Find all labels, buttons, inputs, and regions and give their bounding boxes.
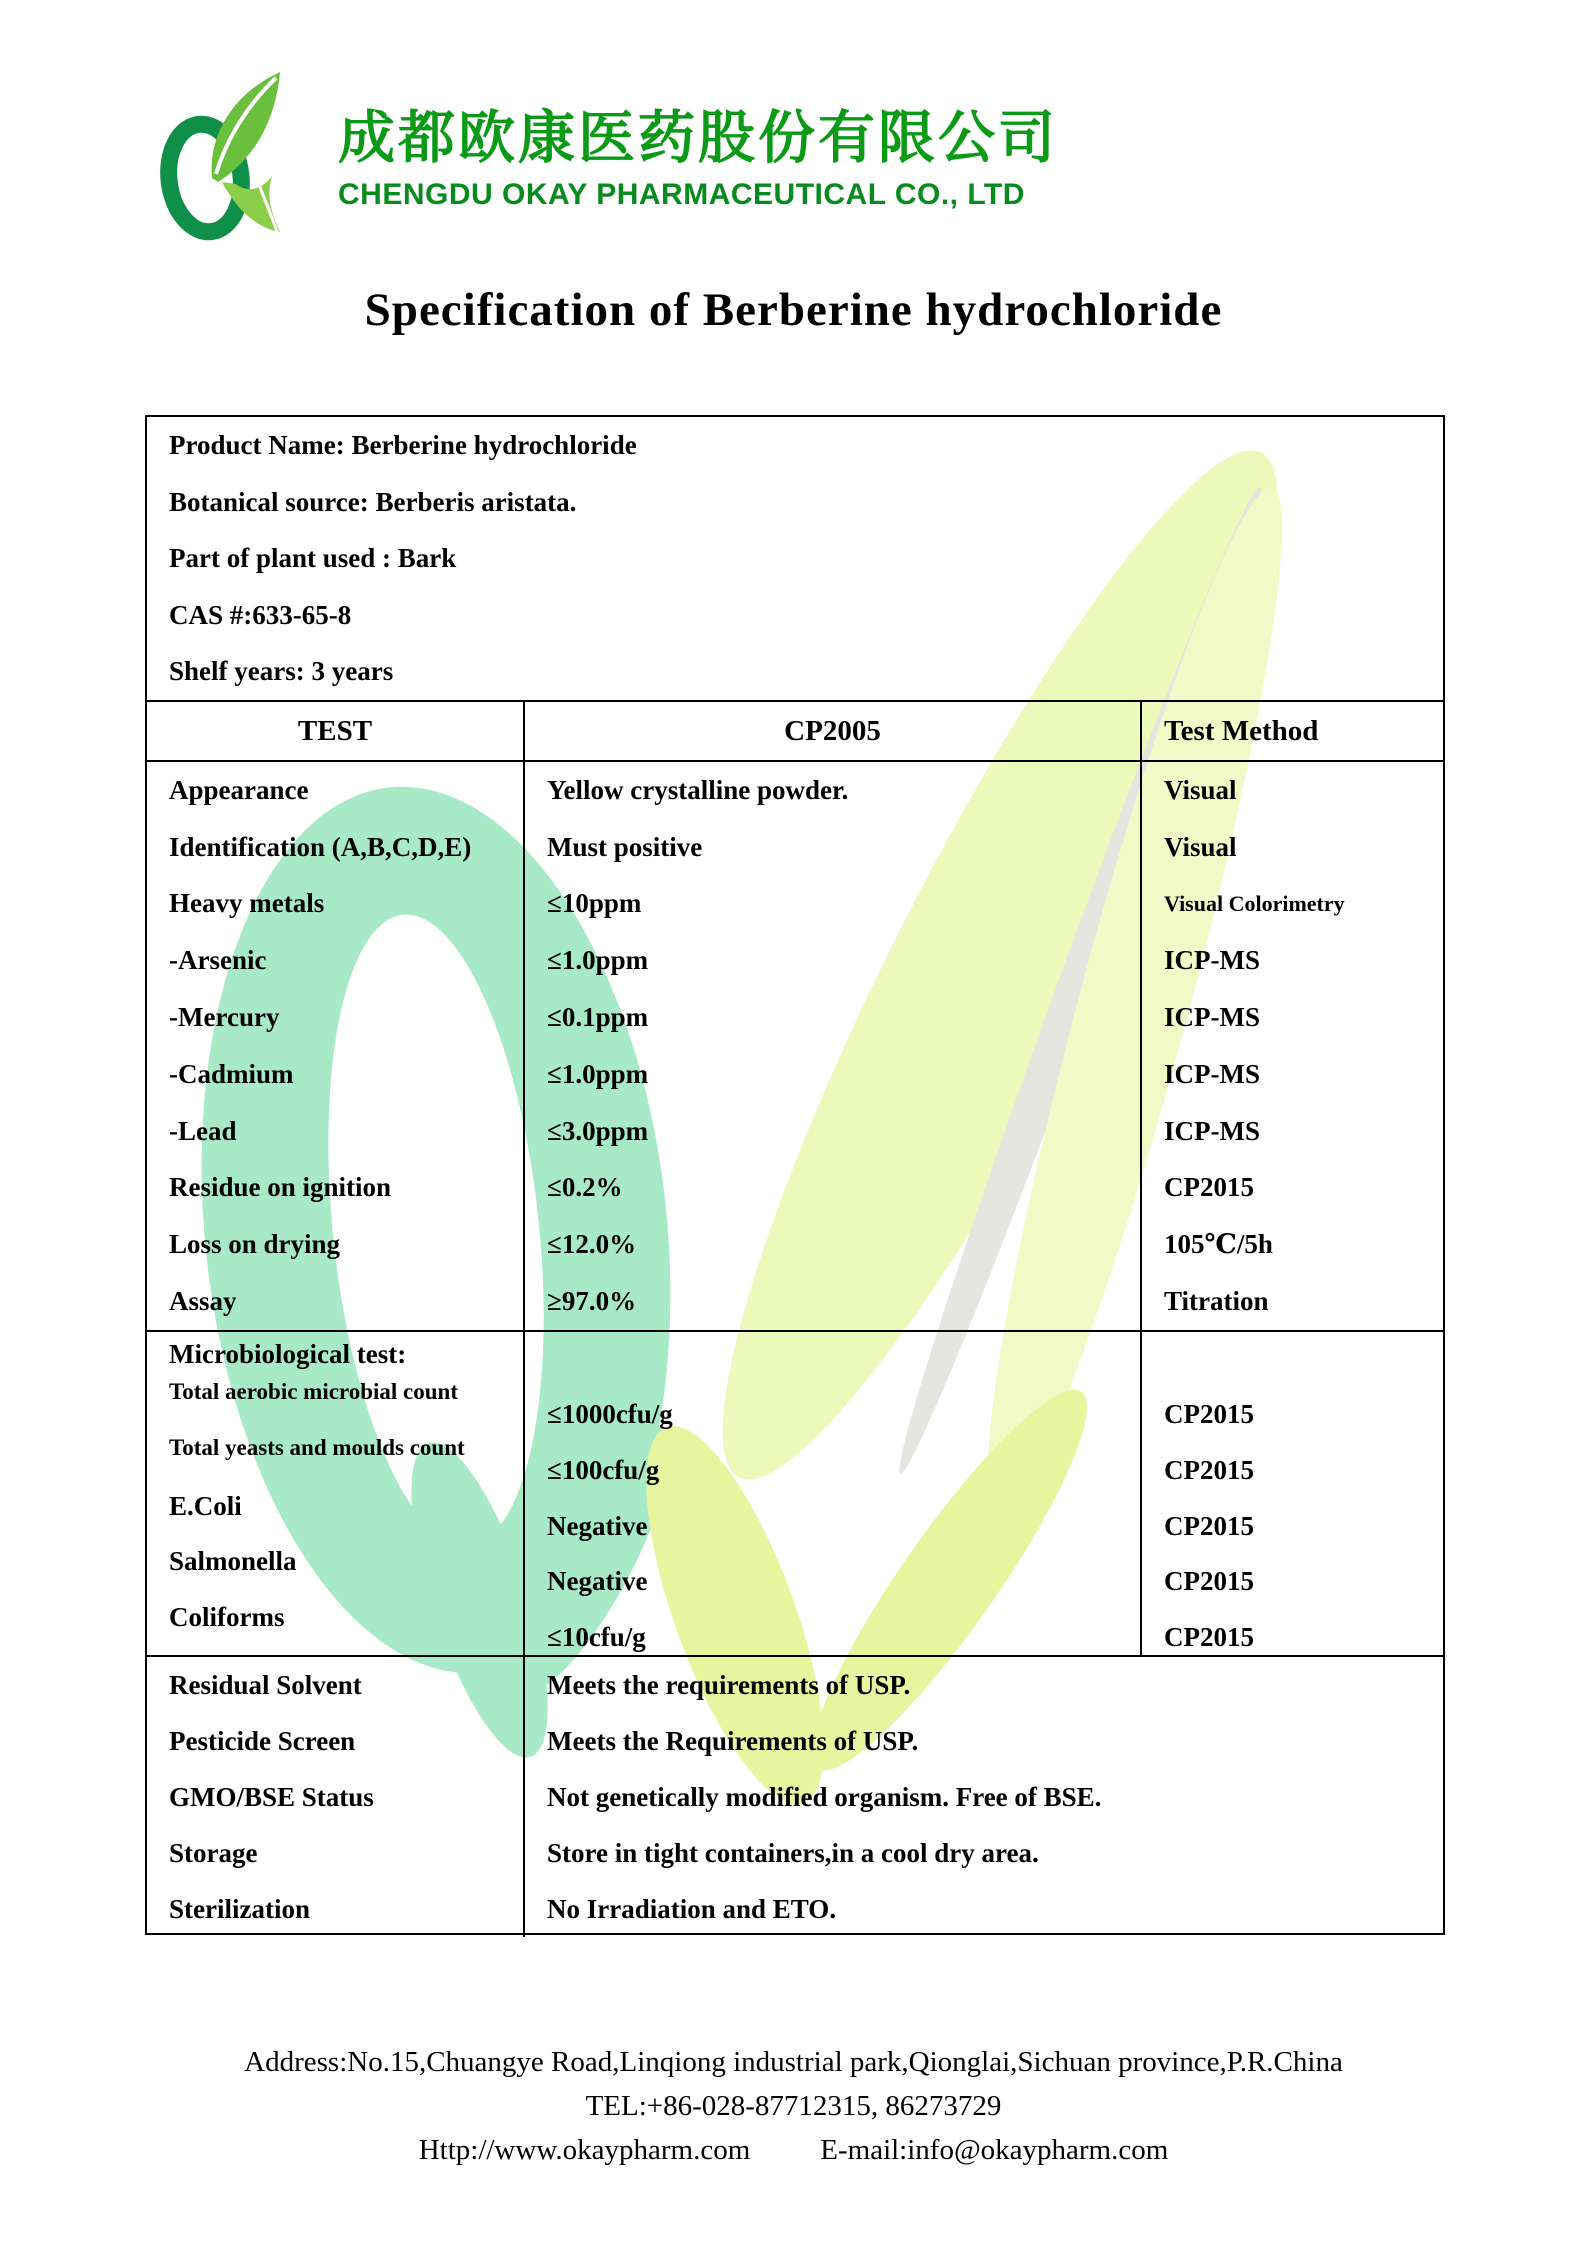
table-header-row (147, 702, 1443, 762)
spec-value: Yellow crystalline powder. (525, 762, 1142, 819)
test-name: -Cadmium (147, 1046, 525, 1103)
spec-value: ≤12.0% (525, 1216, 1142, 1273)
table-row (147, 1103, 1443, 1160)
spec-value: Meets the requirements of USP. (547, 1669, 911, 1700)
table-row (147, 932, 1443, 989)
brand-text-block (338, 103, 1058, 212)
product-info-section (147, 417, 1443, 702)
botanical-source-line: Botanical source: Berberis aristata. (169, 486, 577, 517)
test-name: Identification (A,B,C,D,E) (147, 819, 525, 876)
test-name: Appearance (147, 762, 525, 819)
test-method: Titration (1164, 1286, 1269, 1317)
test-method: CP2015 (1164, 1510, 1254, 1541)
test-name: Heavy metals (147, 876, 525, 933)
table-row (147, 762, 1443, 819)
spec-value: ≥97.0% (525, 1273, 1142, 1330)
test-method: ICP-MS (1164, 1058, 1260, 1089)
table-row (147, 1216, 1443, 1273)
test-method: ICP-MS (1164, 1115, 1260, 1146)
table-row (147, 1713, 1443, 1769)
table-row (147, 1543, 1443, 1599)
table-row (147, 1046, 1443, 1103)
test-method: CP2015 (1164, 1622, 1254, 1653)
test-name: Residue on ignition (147, 1160, 525, 1217)
test-name: Residual Solvent (147, 1657, 525, 1713)
company-name-en: CHENGDU OKAY PHARMACEUTICAL CO., LTD (338, 178, 1025, 211)
test-name: -Arsenic (147, 932, 525, 989)
table-row (147, 1657, 1443, 1713)
spec-value: ≤0.1ppm (525, 989, 1142, 1046)
spec-value: Negative (525, 1543, 1142, 1599)
table-row (147, 1769, 1443, 1825)
table-row (147, 1825, 1443, 1881)
cas-number-line: CAS #:633-65-8 (169, 599, 352, 630)
column-header-cp2005: CP2005 (525, 702, 1142, 760)
spec-value: ≤1.0ppm (525, 932, 1142, 989)
spec-value: ≤3.0ppm (525, 1103, 1142, 1160)
test-name: Assay (147, 1273, 525, 1330)
test-name: Loss on drying (147, 1216, 525, 1273)
test-name: Salmonella (147, 1543, 525, 1599)
table-row (147, 819, 1443, 876)
shelf-years-line: Shelf years: 3 years (169, 656, 394, 686)
spec-value: ≤1.0ppm (525, 1046, 1142, 1103)
footer-tel: TEL:+86-028-87712315, 86273729 (585, 2090, 1002, 2122)
table-row (147, 1273, 1443, 1330)
test-name: E.Coli (147, 1488, 525, 1544)
test-method: ICP-MS (1164, 945, 1260, 976)
product-name-line: Product Name: Berberine hydrochloride (169, 430, 637, 460)
spec-value: ≤1000cfu/g (525, 1376, 1142, 1432)
table-row (147, 1432, 1443, 1488)
company-name-cn: 成都欧康医药股份有限公司 (338, 106, 1058, 170)
table-row (147, 876, 1443, 933)
plant-part-line: Part of plant used : Bark (169, 543, 457, 573)
test-name: Pesticide Screen (147, 1713, 525, 1769)
footer-email: E-mail:info@okaypharm.com (820, 2134, 1169, 2166)
company-logo-icon (150, 60, 328, 245)
spec-value: Meets the Requirements of USP. (547, 1725, 919, 1756)
spec-value: No Irradiation and ETO. (547, 1893, 837, 1924)
document-title: Specification of Berberine hydrochloride (364, 284, 1223, 336)
test-name: Sterilization (147, 1881, 525, 1937)
spec-value: ≤10cfu/g (525, 1599, 1142, 1655)
spec-value: Not genetically modified organism. Free of BSE. (547, 1781, 1102, 1812)
footer-address: Address:No.15,Chuangye Road,Linqiong industrial park,Qionglai,Sichuan province,P.R.China (244, 2046, 1343, 2078)
test-name: GMO/BSE Status (147, 1769, 525, 1825)
footer-website: Http://www.okaypharm.com (418, 2134, 751, 2166)
table-row (147, 1488, 1443, 1544)
test-name: -Mercury (147, 989, 525, 1046)
micro-heading-row (147, 1332, 1443, 1376)
table-row (147, 1881, 1443, 1937)
spec-value: Store in tight containers,in a cool dry area. (547, 1837, 1039, 1868)
table-row (147, 1376, 1443, 1432)
microbiological-section (147, 1332, 1443, 1657)
spec-value: ≤0.2% (525, 1160, 1142, 1217)
spec-value: ≤10ppm (525, 876, 1142, 933)
test-method: Visual Colorimetry (1164, 890, 1345, 916)
spec-value: ≤100cfu/g (525, 1432, 1142, 1488)
column-header-test-method: Test Method (1164, 714, 1319, 747)
spec-value: Negative (525, 1488, 1142, 1544)
test-name: Coliforms (147, 1599, 525, 1655)
test-method: Visual (1164, 831, 1237, 862)
table-row (147, 1160, 1443, 1217)
test-method: ICP-MS (1164, 1002, 1260, 1033)
test-name: Storage (147, 1825, 525, 1881)
empty-cell (525, 1332, 1142, 1376)
test-method: CP2015 (1164, 1172, 1254, 1203)
column-header-test: TEST (147, 702, 525, 760)
test-method: 105℃/5h (1164, 1229, 1273, 1260)
table-row (147, 1599, 1443, 1655)
test-method: CP2015 (1164, 1399, 1254, 1429)
spec-value: Must positive (525, 819, 1142, 876)
empty-cell (1142, 1332, 1443, 1376)
test-method: CP2015 (1164, 1454, 1254, 1485)
general-spec-section (147, 1657, 1443, 1937)
test-name: -Lead (147, 1103, 525, 1160)
micro-heading: Microbiological test: (147, 1332, 525, 1376)
test-method: CP2015 (1164, 1566, 1254, 1597)
test-name: Total aerobic microbial count (147, 1376, 525, 1432)
table-row (147, 989, 1443, 1046)
test-method: Visual (1164, 774, 1237, 805)
footer-web-email-line (0, 2128, 1587, 2172)
contact-footer (0, 2040, 1587, 2172)
main-spec-rows (147, 762, 1443, 1332)
specification-table (145, 415, 1445, 1935)
test-name: Total yeasts and moulds count (147, 1432, 525, 1488)
